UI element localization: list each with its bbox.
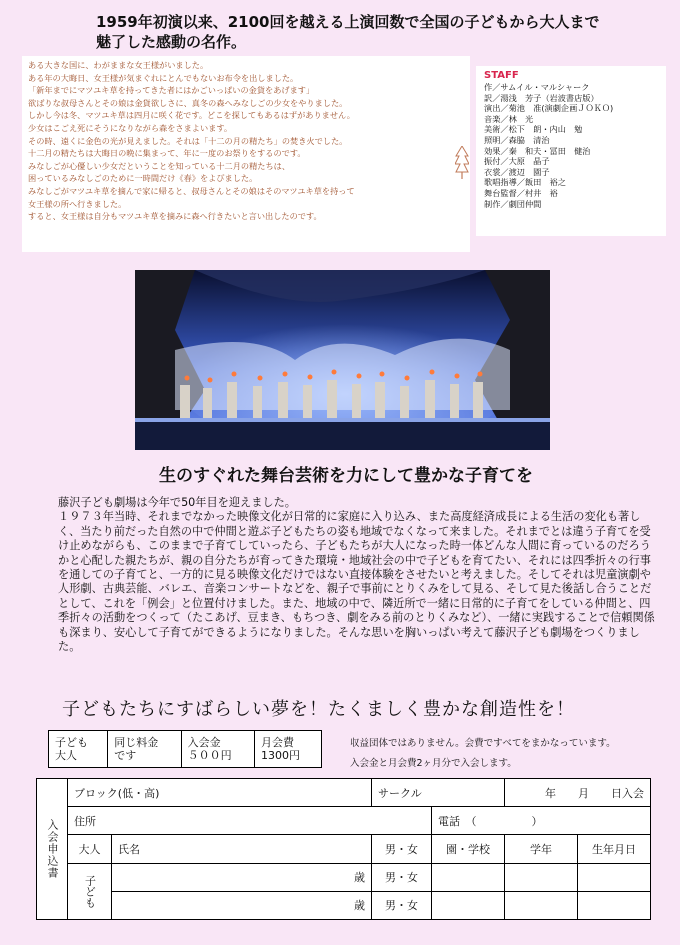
child-1-birth-field[interactable] — [578, 863, 651, 891]
address-field[interactable] — [68, 807, 432, 835]
application-form — [67, 778, 651, 920]
phone-label: 電話 （ ） — [438, 814, 543, 828]
block-label: ブロック(低・高) — [74, 786, 160, 800]
adult-label: 大人 — [68, 835, 112, 863]
child-1-grade-field[interactable] — [505, 863, 578, 891]
age-label: 歳 — [354, 871, 366, 885]
address-label: 住所 — [74, 814, 96, 828]
fee-table — [48, 730, 322, 768]
story-line: 欲ばりな叔母さんとその娘は金貨欲しさに、真冬の森へみなしごの少女をやりました。 — [28, 97, 348, 108]
adult-name-field[interactable] — [112, 835, 372, 863]
story-line: 困っているみなしごのために一時間だけ《春》をよびました。 — [28, 173, 258, 184]
staff-credits — [476, 66, 666, 236]
age-label: 歳 — [354, 899, 366, 913]
story-line: みなしごがマツユキ草を摘んで家に帰ると、叔母さんとその娘はそのマツユキ草を持って — [28, 185, 355, 196]
body-text — [58, 496, 658, 654]
body-paragraph: 藤沢子ども劇場は今年で50年目を迎えました。 — [58, 496, 296, 509]
body-paragraph: １９７３年当時、それまでなかった映像文化が日常的に家庭に入り込み、また高度経済成長による生活の変化も著しく、当たり前だった自然の中で仲間と遊ぶ子どもたちの姿も地域でなくなって来ました。それまでとは違う子育てを受け止めながらも、このままで子育てしていったら、子どもたちが大人になった時一体どんな人間に育っているのだろうかと心配した親たちが、親の自分たちが育ってきた環境・地域社会の中で子どもを育てたい、それには四季折々の行事を通しての子育てと、一方的に見る映像文化だけではない直接体験をさせたいと考えました。そしてそれは児童演劇や人形劇、古典芸能、バレエ、音楽コンサートなどを、親子で事前にとりくみをして見る、そして見た後話し合うことだとして、これを「例会」と位置付けました。また、地域の中で、隣近所で一緒に日常的に子育てをしている仲間と、四季折々の活動をつくって（たこあげ、豆まき、もちつき、劇をみる前のとりくみなど）、一緒に実践することで信頼関係も深まり、安心して子育てができるようになりました。そんな思いを胸いっぱい考えて藤沢子ども劇場をつくりました。 — [58, 510, 655, 654]
slogan: 子どもたちにすばらしい夢を！たくましく豊かな創造性を！ — [62, 699, 575, 720]
story-line: みなしごが心優しい少女だということを知っている十二月の精たちは、 — [28, 160, 291, 171]
join-date-field[interactable] — [505, 779, 651, 807]
fee-entry: 入会金 ５００円 — [181, 731, 254, 768]
story-line: 「新年までにマツユキ草を持ってきた者にはかごいっぱいの金貨をあげます」 — [28, 85, 315, 96]
story-line: ある年の大晦日、女王様が気まぐれにとんでもないお布令を出しました。 — [28, 72, 299, 83]
fees-note-line-1: 収益団体ではありません。会費ですべてをまかなっています。 — [350, 738, 616, 749]
child-2-birth-field[interactable] — [578, 891, 651, 919]
story-line: 女王様の所へ行きました。 — [28, 198, 127, 209]
child-1-gender-field[interactable]: 男・女 — [372, 863, 432, 891]
grade-header: 学年 — [505, 835, 578, 863]
staff-line: 作／サムイル・マルシャーク — [484, 82, 590, 92]
story-line: 十二月の精たちは大晦日の晩に集まって、年に一度のお祭りをするのです。 — [28, 148, 306, 159]
staff-line: 演出／菊池 准(演劇企画ＪＯＫＯ) — [484, 103, 614, 114]
staff-line: 音楽／林 光 — [484, 113, 534, 124]
story-line: すると、女王様は自分もマツユキ草を摘みに森へ行きたいと言い出したのです。 — [28, 211, 322, 222]
fees-note — [350, 734, 670, 774]
story-line: ある大きな国に、わがままな女王様がいました。 — [28, 60, 209, 70]
child-2-grade-field[interactable] — [505, 891, 578, 919]
fee-monthly: 月会費 1300円 — [255, 731, 322, 768]
staff-title: STAFF — [484, 70, 519, 81]
staff-line: 効果／秦 和夫・冨田 健治 — [484, 145, 591, 156]
staff-line: 衣裳／渡辺 園子 — [484, 166, 550, 177]
story-box — [22, 56, 470, 252]
school-header: 園・学校 — [432, 835, 505, 863]
fees-note-line-2: 入会金と月会費2ヶ月分で入会します。 — [350, 758, 517, 769]
child-2-gender-field[interactable]: 男・女 — [372, 891, 432, 919]
staff-line: 制作／劇団仲間 — [484, 198, 542, 209]
child-2-school-field[interactable] — [432, 891, 505, 919]
headline-line-2: 魅了した感動の名作。 — [96, 33, 247, 51]
stage-photo — [135, 270, 550, 450]
tree-icon — [455, 146, 469, 180]
child-1-name-field[interactable] — [112, 863, 372, 891]
phone-field[interactable] — [432, 807, 651, 835]
birth-header: 生年月日 — [578, 835, 651, 863]
staff-line: 訳／湯浅 芳子（岩波書店版） — [484, 92, 599, 103]
adult-gender-field[interactable]: 男・女 — [372, 835, 432, 863]
circle-field[interactable] — [372, 779, 505, 807]
staff-line: 歌唱指導／飯田 裕之 — [484, 177, 566, 188]
story-line: 少女はこごえ死にそうになりながら森をさまよいます。 — [28, 122, 233, 133]
staff-line: 振付／大原 晶子 — [484, 156, 550, 167]
child-1-school-field[interactable] — [432, 863, 505, 891]
headline — [96, 12, 656, 52]
staff-line: 舞台監督／村井 裕 — [484, 187, 558, 198]
story-line: しかし今は冬、マツユキ草は四月に咲く花です。どこを探してもあるはずがありません。 — [28, 110, 355, 121]
child-2-name-field[interactable] — [112, 891, 372, 919]
join-date-label: 年 月 日入会 — [545, 786, 645, 800]
subheading: 生のすぐれた舞台芸術を力にして豊かな子育てを — [159, 466, 533, 486]
fee-who: 子ども 大人 — [49, 731, 108, 768]
fee-same: 同じ料金 です — [108, 731, 181, 768]
name-label: 氏名 — [118, 842, 140, 856]
story-line: その時、遠くに金色の光が見えました。それは「十二の月の精たち」の焚き火でした。 — [28, 135, 348, 146]
headline-line-1: 1959年初演以来、2100回を越える上演回数で全国の子どもから大人まで — [96, 13, 600, 31]
staff-line: 照明／森脇 清治 — [484, 134, 550, 145]
application-form-label: 入会申込書 — [36, 778, 68, 920]
child-label: 子ども — [68, 863, 112, 919]
circle-label: サークル — [378, 786, 422, 800]
staff-line: 美術／松下 朗・内山 勉 — [484, 124, 583, 135]
block-field[interactable] — [68, 779, 372, 807]
